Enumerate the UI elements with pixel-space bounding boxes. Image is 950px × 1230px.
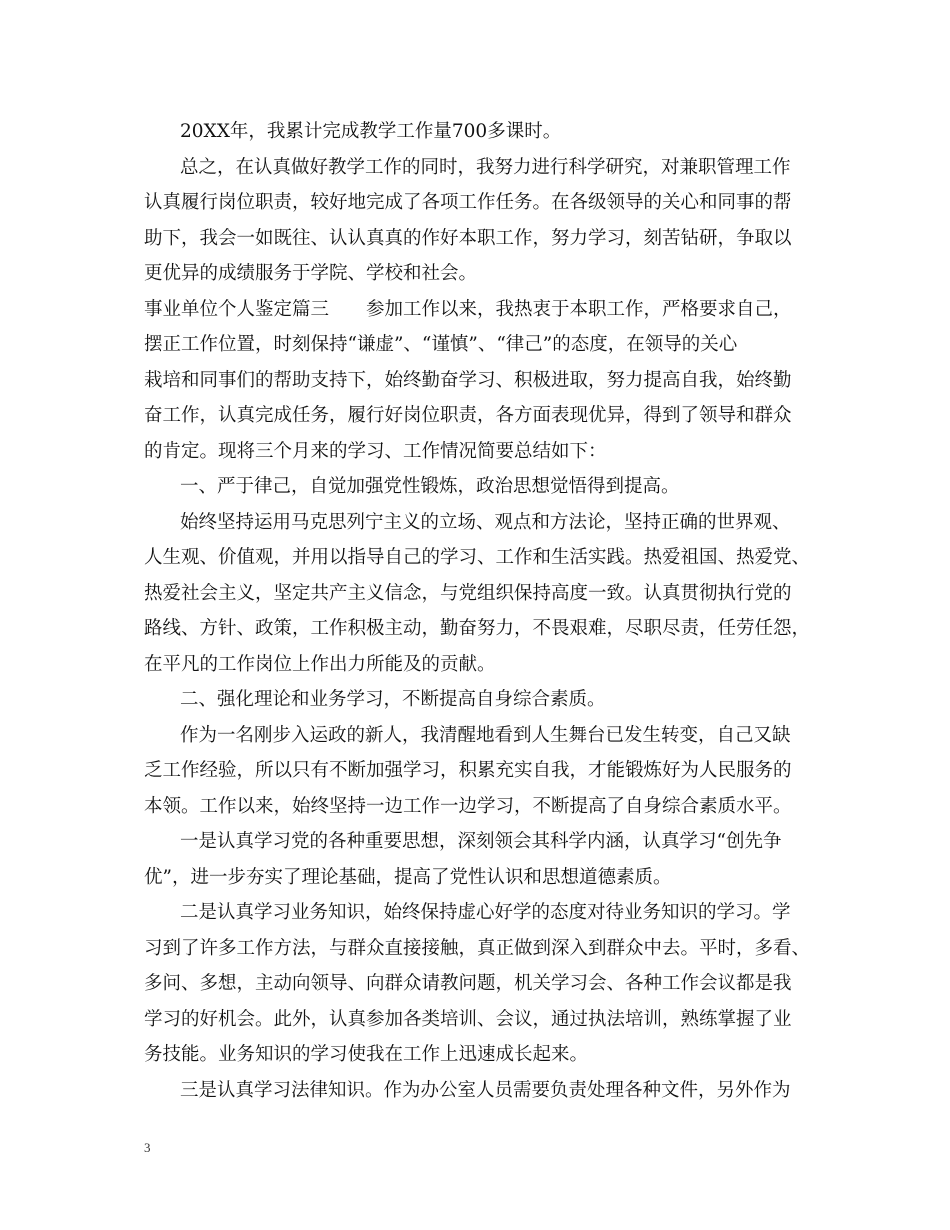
- text-line: 三是认真学习法律知识。作为办公室人员需要负责处理各种文件，另外作为: [180, 1079, 791, 1101]
- text-line: 二是认真学习业务知识，始终保持虚心好学的态度对待业务知识的学习。学: [180, 902, 791, 923]
- text-line: 务技能。业务知识的学习使我在工作上迅速成长起来。: [144, 1044, 589, 1065]
- text-line: 优”，进一步夯实了理论基础，提高了党性认识和思想道德素质。: [144, 866, 672, 888]
- document-body: [144, 114, 824, 1108]
- text-line: 栽培和同事们的帮助支持下，始终勤奋学习、积极进取，努力提高自我，始终勤: [144, 369, 792, 391]
- text-line: 学习的好机会。此外，认真参加各类培训、会议，通过执法培训，熟练掌握了业: [144, 1008, 792, 1030]
- subheading-line: 一、严于律己，自觉加强党性锻炼，政治思想觉悟得到提高。: [180, 476, 680, 497]
- text-line: 一是认真学习党的各种重要思想，深刻领会其科学内涵，认真学习“创先争: [180, 831, 782, 852]
- text-line: 多问、多想，主动向领导、向群众请教问题，机关学习会、各种工作会议都是我: [144, 973, 792, 994]
- section-heading-line: 事业单位个人鉴定篇三 参加工作以来，我热衷于本职工作，严格要求自己，: [144, 298, 792, 320]
- text-line: 助下，我会一如既往、认认真真的作好本职工作，努力学习，刻苦钻研，争取以: [144, 227, 792, 249]
- text-line: 总之，在认真做好教学工作的同时，我努力进行科学研究，对兼职管理工作: [180, 156, 791, 178]
- text-line: 奋工作，认真完成任务，履行好岗位职责，各方面表现优异，得到了领导和群众: [144, 405, 792, 426]
- text-line: 更优异的成绩服务于学院、学校和社会。: [144, 263, 478, 284]
- text-line: 路线、方针、政策，工作积极主动，勤奋努力，不畏艰难，尽职尽责，任劳任怨，: [144, 618, 811, 639]
- text-line: 习到了许多工作方法，与群众直接接触，真正做到深入到群众中去。平时，多看、: [144, 937, 811, 959]
- text-line: 20XX年，我累计完成教学工作量700多课时。: [180, 121, 562, 142]
- text-line: 作为一名刚步入运政的新人，我清醒地看到人生舞台已发生转变，自己又缺: [180, 724, 791, 746]
- page-number: 3: [144, 1140, 151, 1155]
- text-line: 在平凡的工作岗位上作出力所能及的贡献。: [144, 653, 496, 675]
- text-line: 人生观、价值观，并用以指导自己的学习、工作和生活实践。热爱祖国、热爱党、: [144, 547, 811, 568]
- text-line: 始终坚持运用马克思列宁主义的立场、观点和方法论，坚持正确的世界观、: [180, 511, 791, 533]
- text-line: 乏工作经验，所以只有不断加强学习，积累充实自我，才能锻炼好为人民服务的: [144, 760, 792, 781]
- text-line: 热爱社会主义，坚定共产主义信念，与党组织保持高度一致。认真贯彻执行党的: [144, 582, 792, 604]
- subheading-line: 二、强化理论和业务学习，不断提高自身综合素质。: [180, 689, 606, 710]
- text-line: 认真履行岗位职责，较好地完成了各项工作任务。在各级领导的关心和同事的帮: [144, 192, 792, 213]
- text-line: 本领。工作以来，始终坚持一边工作一边学习，不断提高了自身综合素质水平。: [144, 795, 792, 817]
- text-line: 摆正工作位置，时刻保持“谦虚”、“谨慎”、“律己”的态度，在领导的关心: [144, 334, 738, 355]
- text-line: 的肯定。现将三个月来的学习、工作情况简要总结如下：: [144, 440, 607, 462]
